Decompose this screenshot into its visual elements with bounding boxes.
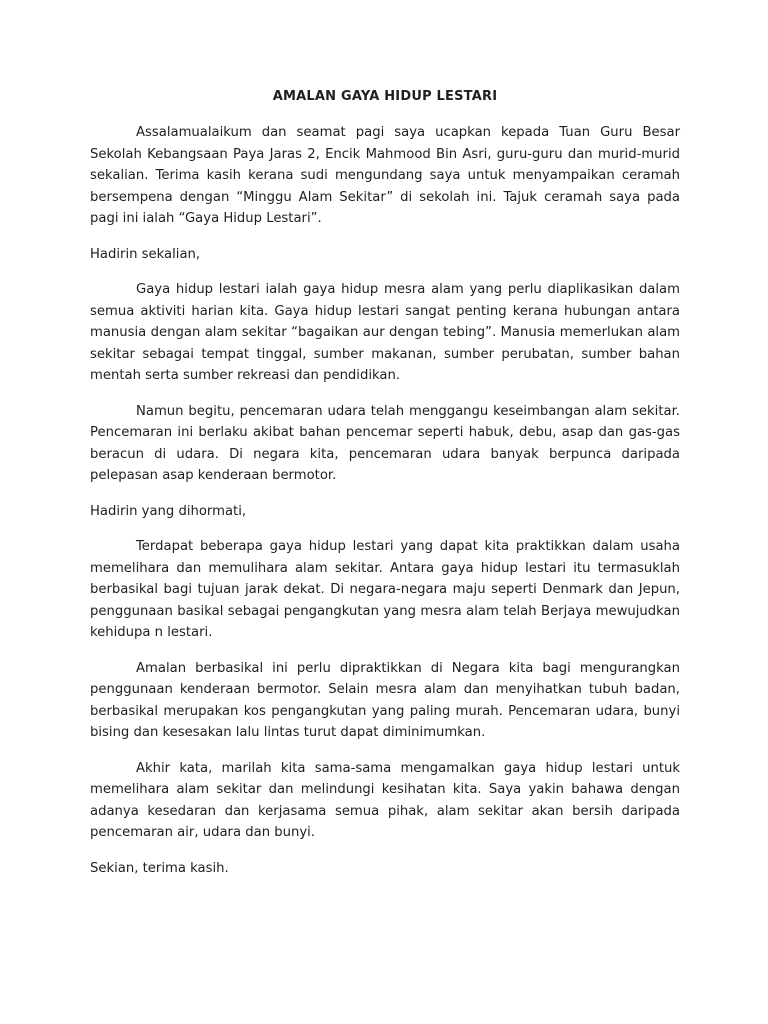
paragraph-pollution: Namun begitu, pencemaran udara telah menggangu keseimbangan alam sekitar. Pencemaran ini berlaku akibat bahan pencemar seperti habuk, debu, asap dan gas-gas beracun di udara. Di negara kita, pencemaran udara banyak berpunca daripada pelepasan asap kenderaan bermotor. — [90, 403, 680, 483]
document-body — [90, 88, 680, 893]
paragraph-cycling: Amalan berbasikal ini perlu dipraktikkan di Negara kita bagi mengurangkan penggunaan kenderaan bermotor. Selain mesra alam dan menyihatkan tubuh badan, berbasikal merupakan kos pengangkutan yang paling murah. Pencemaran udara, bunyi bising dan kesesakan lalu lintas turut dapat diminimumkan. — [90, 660, 680, 740]
paragraph-closing: Sekian, terima kasih. — [90, 860, 229, 876]
paragraph-definition: Gaya hidup lestari ialah gaya hidup mesra alam yang perlu diaplikasikan dalam semua aktiviti harian kita. Gaya hidup lestari sangat penting kerana hubungan antara manusia dengan alam sekitar “bagaikan aur dengan tebing”. Manusia memerlukan alam sekitar sebagai tempat tinggal, sumber makanan, sumber perubatan, sumber bahan mentah serta sumber rekreasi dan pendidikan. — [90, 282, 680, 383]
paragraph-salutation: Hadirin sekalian, — [90, 246, 201, 262]
paragraph-greeting: Assalamualaikum dan seamat pagi saya ucapkan kepada Tuan Guru Besar Sekolah Kebangsaan Paya Jaras 2, Encik Mahmood Bin Asri, guru-guru dan murid-murid sekalian. Terima kasih kerana sudi mengundang saya untuk menyampaikan ceramah bersempena dengan “Minggu Alam Sekitar” di sekolah ini. Tajuk ceramah saya pada pagi ini ialah “Gaya Hidup Lestari”. — [90, 125, 680, 226]
paragraph-practices: Terdapat beberapa gaya hidup lestari yang dapat kita praktikkan dalam usaha memelihara dan memulihara alam sekitar. Antara gaya hidup lestari itu termasuklah berbasikal bagi tujuan jarak dekat. Di negara-negara maju seperti Denmark dan Jepun, penggunaan basikal sebagai pengangkutan yang mesra alam telah Berjaya mewujudkan kehidupa n lestari. — [90, 539, 680, 640]
paragraph-salutation-2: Hadirin yang dihormati, — [90, 503, 247, 519]
document-title: AMALAN GAYA HIDUP LESTARI — [272, 89, 498, 104]
paragraph-conclusion: Akhir kata, marilah kita sama-sama mengamalkan gaya hidup lestari untuk memelihara alam sekitar dan melindungi kesihatan kita. Saya yakin bahawa dengan adanya kesedaran dan kerjasama semua pihak, alam sekitar akan bersih daripada pencemaran air, udara dan bunyi. — [90, 760, 680, 840]
